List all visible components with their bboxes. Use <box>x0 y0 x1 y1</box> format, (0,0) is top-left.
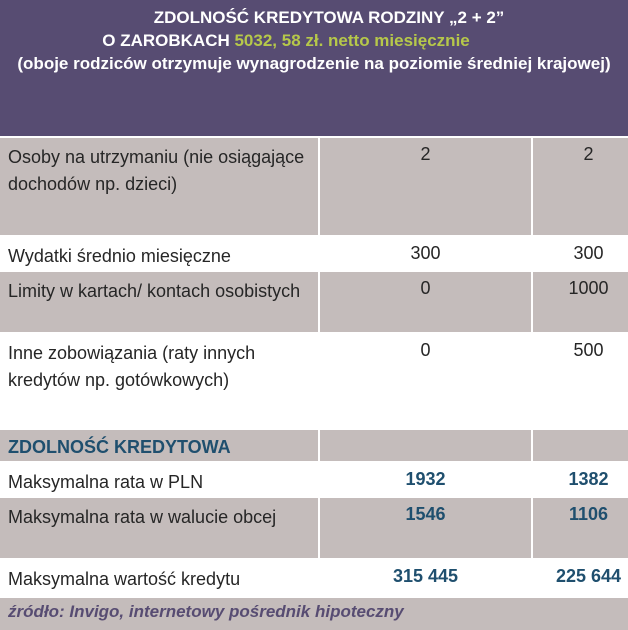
credit-table <box>0 138 628 595</box>
row-value-1: 300 <box>319 236 532 271</box>
section-header-row <box>0 429 628 462</box>
table-row <box>0 271 628 333</box>
row-label: Osoby na utrzymaniu (nie osiągające dochodów np. dzieci) <box>0 138 319 236</box>
header-income <box>14 29 614 52</box>
source-note: źródło: Invigo, internetowy pośrednik hipoteczny <box>0 598 628 630</box>
row-value-2: 1000 <box>532 271 628 333</box>
header-income-amount: 5032, 58 zł. netto miesięcznie <box>234 31 470 50</box>
table-row <box>0 138 628 236</box>
row-value-1: 0 <box>319 333 532 429</box>
row-value-2: 225 644 <box>532 559 628 594</box>
section-empty-cell <box>532 429 628 462</box>
row-label: Wydatki średnio miesięczne <box>0 236 319 271</box>
row-label: Maksymalna rata w walucie obcej <box>0 497 319 559</box>
row-label: Maksymalna rata w PLN <box>0 462 319 497</box>
row-label: Maksymalna wartość kredytu <box>0 559 319 594</box>
header-title: ZDOLNOŚĆ KREDYTOWA RODZINY „2 + 2” <box>153 8 505 27</box>
row-value-2: 1106 <box>532 497 628 559</box>
header-income-prefix: O ZAROBKACH <box>102 31 235 50</box>
row-value-1: 1932 <box>319 462 532 497</box>
section-title: ZDOLNOŚĆ KREDYTOWA <box>0 429 319 462</box>
row-label: Limity w kartach/ kontach osobistych <box>0 271 319 333</box>
row-label: Inne zobowiązania (raty innych kredytów np. gotówkowych) <box>0 333 319 429</box>
row-value-2: 500 <box>532 333 628 429</box>
row-value-2: 2 <box>532 138 628 236</box>
table-row <box>0 497 628 559</box>
header-note: (oboje rodziców otrzymuje wynagrodzenie na poziomie średniej krajowej) <box>17 54 611 73</box>
section-empty-cell <box>319 429 532 462</box>
row-value-1: 315 445 <box>319 559 532 594</box>
row-value-2: 1382 <box>532 462 628 497</box>
table-row <box>0 333 628 429</box>
table-row <box>0 559 628 594</box>
row-value-1: 1546 <box>319 497 532 559</box>
table-row <box>0 462 628 497</box>
row-value-2: 300 <box>532 236 628 271</box>
row-value-1: 2 <box>319 138 532 236</box>
table-row <box>0 236 628 271</box>
row-value-1: 0 <box>319 271 532 333</box>
table-header <box>0 0 628 136</box>
